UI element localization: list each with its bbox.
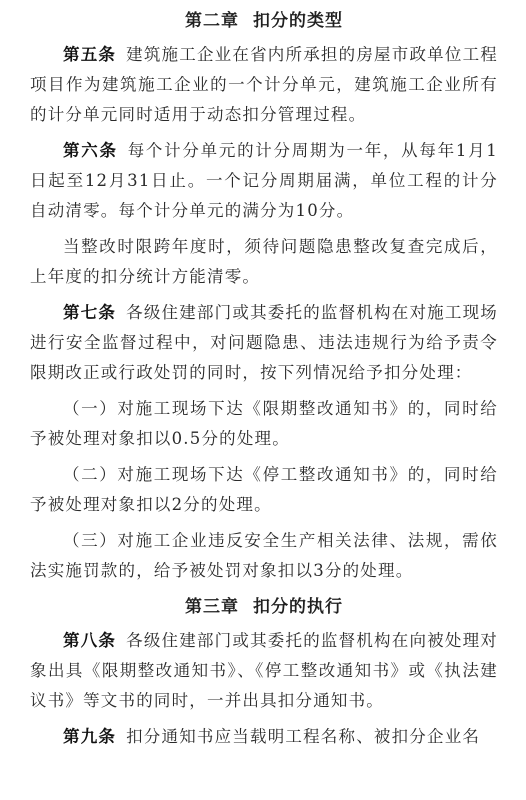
- body-paragraph: 当整改时限跨年度时，须待问题隐患整改复查完成后，上年度的扣分统计方能清零。: [30, 237, 498, 286]
- chapter-number: 第二章: [185, 11, 239, 31]
- article-text: 每个计分单元的计分周期为一年，从每年1月1日起至12月31日止。一个记分周期届满，单位工程的计分自动清零。每个计分单元的满分为10分。: [30, 141, 498, 220]
- list-item: （二）对施工现场下达《停工整改通知书》的，同时给予被处理对象扣以2分的处理。: [30, 465, 498, 514]
- article-label: 第九条: [63, 727, 117, 746]
- article-text: 各级住建部门或其委托的监督机构在对施工现场进行安全监督过程中，对问题隐患、违法违规行为给予责令限期改正或行政处罚的同时，按下列情况给予扣分处理：: [30, 303, 498, 382]
- article-label: 第六条: [63, 141, 118, 160]
- article-paragraph: [30, 40, 498, 130]
- article-label: 第五条: [63, 45, 117, 64]
- article-paragraph: [30, 136, 498, 226]
- list-item: （三）对施工企业违反安全生产相关法律、法规，需依法实施罚款的，给予被处罚对象扣以3分的处理。: [30, 531, 498, 580]
- chapter-title: 扣分的类型: [253, 11, 343, 31]
- article-label: 第八条: [63, 631, 117, 650]
- article-paragraph: [30, 298, 498, 388]
- chapter-number: 第三章: [185, 597, 239, 617]
- article-paragraph: [30, 722, 498, 746]
- article-text: 建筑施工企业在省内所承担的房屋市政单位工程项目作为建筑施工企业的一个计分单元，建筑施工企业所有的计分单元同时适用于动态扣分管理过程。: [30, 45, 498, 124]
- list-item: （一）对施工现场下达《限期整改通知书》的，同时给予被处理对象扣以0.5分的处理。: [30, 399, 498, 448]
- article-text: 各级住建部门或其委托的监督机构在向被处理对象出具《限期整改通知书》、《停工整改通知书》或《执法建议书》等文书的同时，一并出具扣分通知书。: [30, 631, 498, 710]
- chapter-heading: [30, 592, 498, 626]
- article-paragraph: [30, 626, 498, 716]
- chapter-title: 扣分的执行: [253, 597, 343, 617]
- article-text: 扣分通知书应当载明工程名称、被扣分企业名: [126, 727, 481, 746]
- article-label: 第七条: [63, 303, 117, 322]
- chapter-heading: [30, 6, 498, 40]
